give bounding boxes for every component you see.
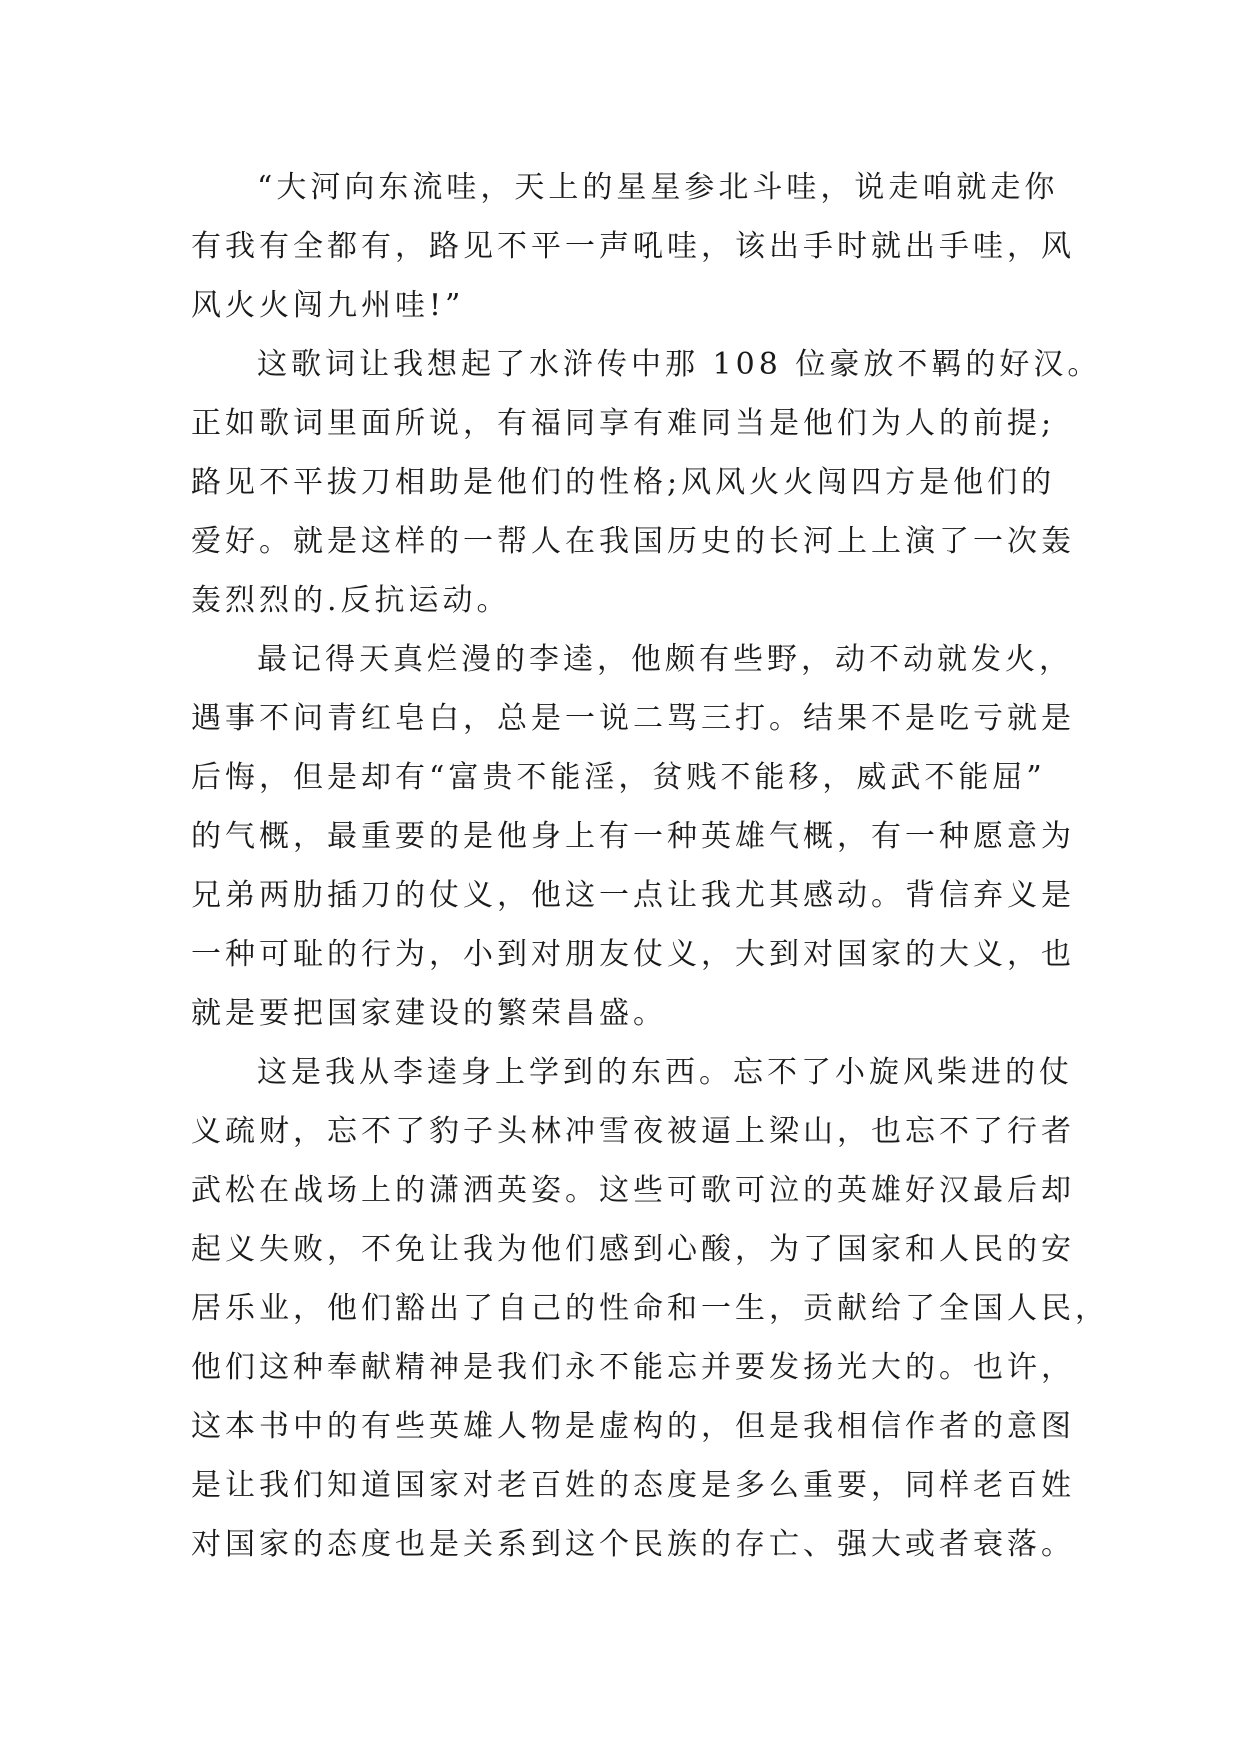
text-line: 就是要把国家建设的繁荣昌盛。 (191, 996, 667, 1031)
body-text (191, 158, 1109, 1574)
text-line: 的气概，最重要的是他身上有一种英雄气概，有一种愿意为 (191, 819, 1075, 854)
text-line: 路见不平拔刀相助是他们的性格;风风火火闯四方是他们的 (191, 465, 1056, 500)
text-line: 有我有全都有，路见不平一声吼哇，该出手时就出手哇，风 (191, 229, 1075, 264)
text-line: 兄弟两肋插刀的仗义，他这一点让我尤其感动。背信弃义是 (191, 878, 1075, 913)
text-line: 风火火闯九州哇!” (191, 288, 465, 323)
text-line: 正如歌词里面所说，有福同享有难同当是他们为人的前提; (191, 406, 1056, 441)
paragraph-1 (191, 158, 1075, 335)
text-line: 武松在战场上的潇洒英姿。这些可歌可泣的英雄好汉最后却 (191, 1173, 1075, 1208)
text-line: 轰烈烈的.反抗运动。 (191, 583, 511, 618)
text-line: 他们这种奉献精神是我们永不能忘并要发扬光大的。也许， (191, 1350, 1075, 1385)
paragraph-4 (191, 1043, 1109, 1574)
text-line: 最记得天真烂漫的李逵，他颇有些野，动不动就发火， (257, 642, 1073, 677)
paragraph-3 (191, 630, 1075, 1043)
text-line: 一种可耻的行为，小到对朋友仗义，大到对国家的大义，也 (191, 937, 1075, 972)
text-line: 是让我们知道国家对老百姓的态度是多么重要，同样老百姓 (191, 1468, 1075, 1503)
text-line: 居乐业，他们豁出了自己的性命和一生，贡献给了全国人民， (191, 1291, 1109, 1326)
text-line: “大河向东流哇，天上的星星参北斗哇，说走咱就走你 (257, 170, 1059, 205)
paragraph-2 (191, 335, 1102, 630)
text-line: 义疏财，忘不了豹子头林冲雪夜被逼上梁山，也忘不了行者 (191, 1114, 1075, 1149)
text-line: 对国家的态度也是关系到这个民族的存亡、强大或者衰落。 (191, 1527, 1075, 1562)
text-line: 爱好。就是这样的一帮人在我国历史的长河上上演了一次轰 (191, 524, 1075, 559)
text-line: 这本书中的有些英雄人物是虚构的，但是我相信作者的意图 (191, 1409, 1075, 1444)
text-line: 遇事不问青红皂白，总是一说二骂三打。结果不是吃亏就是 (191, 701, 1075, 736)
text-line: 起义失败，不免让我为他们感到心酸，为了国家和人民的安 (191, 1232, 1075, 1267)
text-line: 后悔，但是却有“富贵不能淫，贫贱不能移，威武不能屈” (191, 760, 1046, 795)
text-line: 这是我从李逵身上学到的东西。忘不了小旋风柴进的仗 (257, 1055, 1073, 1090)
text-line: 这歌词让我想起了水浒传中那 108 位豪放不羁的好汉。 (257, 347, 1102, 382)
